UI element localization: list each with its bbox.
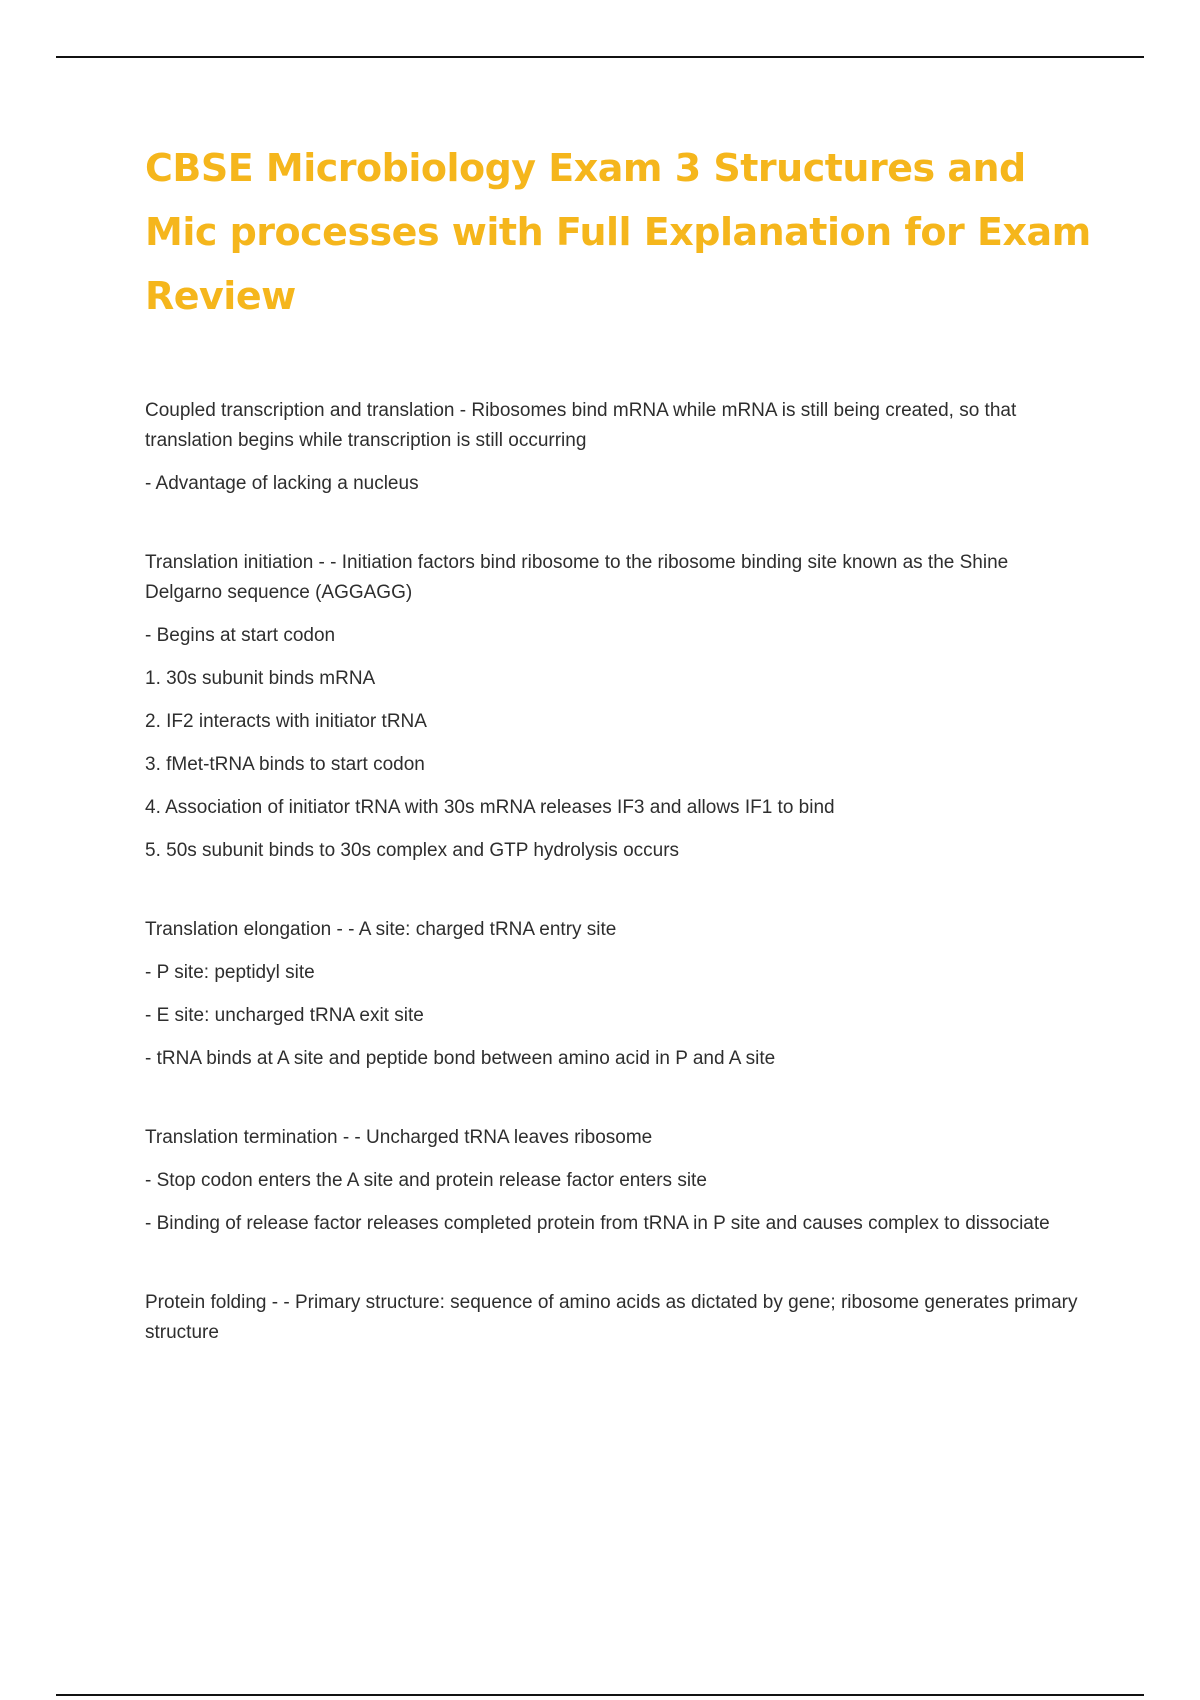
paragraph: Translation termination - - Uncharged tRNA leaves ribosome: [145, 1127, 653, 1148]
document-body: [145, 396, 1085, 1397]
paragraph: - Advantage of lacking a nucleus: [145, 473, 419, 494]
paragraph: Translation elongation - - A site: charged tRNA entry site: [145, 919, 617, 940]
list-item: 5. 50s subunit binds to 30s complex and GTP hydrolysis occurs: [145, 840, 680, 861]
section-translation-termination: [145, 1123, 1085, 1239]
list-item: 1. 30s subunit binds mRNA: [145, 668, 376, 689]
paragraph: - tRNA binds at A site and peptide bond between amino acid in P and A site: [145, 1048, 776, 1069]
bottom-rule: [56, 1694, 1144, 1696]
paragraph: Protein folding - - Primary structure: sequence of amino acids as dictated by gene; ribosome generates primary structure: [145, 1292, 1078, 1343]
list-item: 3. fMet-tRNA binds to start codon: [145, 754, 425, 775]
paragraph: - Begins at start codon: [145, 625, 336, 646]
top-rule: [56, 56, 1144, 58]
list-item: 2. IF2 interacts with initiator tRNA: [145, 711, 427, 732]
paragraph: Coupled transcription and translation - Ribosomes bind mRNA while mRNA is still being created, so that translation begins while transcription is still occurring: [145, 400, 1017, 451]
paragraph: - Stop codon enters the A site and protein release factor enters site: [145, 1170, 707, 1191]
section-protein-folding: [145, 1288, 1085, 1348]
paragraph: - P site: peptidyl site: [145, 962, 315, 983]
section-translation-initiation: [145, 548, 1085, 866]
paragraph: Translation initiation - - Initiation factors bind ribosome to the ribosome binding site known as the Shine Delgarno sequence (AGGAGG): [145, 552, 1009, 603]
section-translation-elongation: [145, 915, 1085, 1074]
list-item: 4. Association of initiator tRNA with 30s mRNA releases IF3 and allows IF1 to bind: [145, 797, 835, 818]
paragraph: - Binding of release factor releases completed protein from tRNA in P site and causes complex to dissociate: [145, 1213, 1050, 1234]
paragraph: - E site: uncharged tRNA exit site: [145, 1005, 424, 1026]
section-coupled-transcription: [145, 396, 1085, 499]
document-title: CBSE Microbiology Exam 3 Structures and Mic processes with Full Explanation for Exam Review: [145, 146, 1091, 318]
